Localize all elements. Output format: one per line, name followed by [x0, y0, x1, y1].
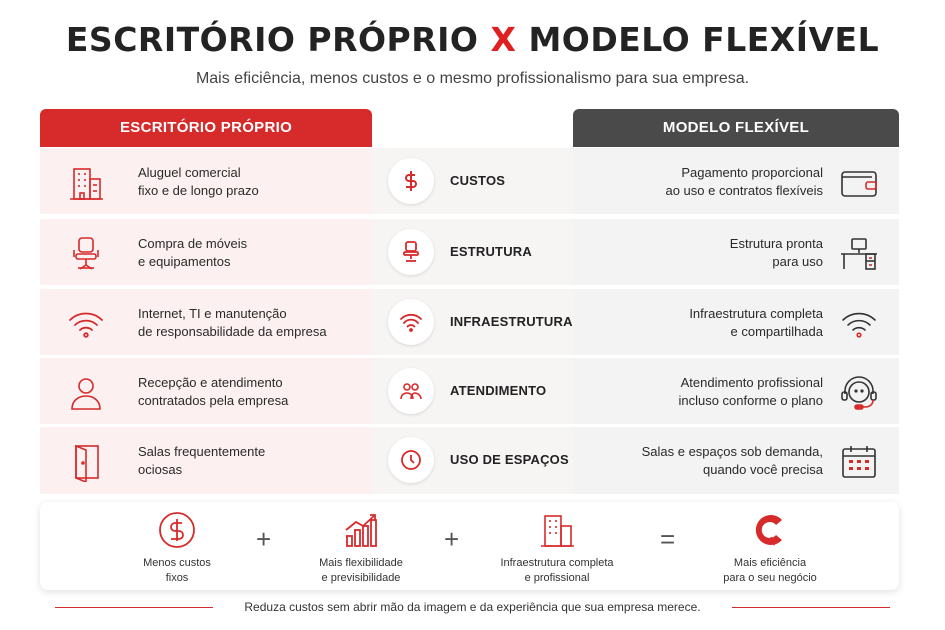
category-label: INFRAESTRUTURA [450, 314, 573, 329]
chair-icon [399, 240, 423, 264]
right-text: Estrutura pronta para uso [729, 236, 823, 269]
dollar-icon [399, 169, 423, 193]
category-icon-circle [388, 437, 434, 483]
people-icon [399, 379, 423, 403]
category-icon-circle [388, 299, 434, 345]
right-text: Infraestrutura completa e compartilhada [689, 306, 823, 339]
category-icon-circle [388, 158, 434, 204]
right-text: Salas e espaços sob demanda, quando você precisa [641, 444, 823, 477]
summary-label: Mais flexibilidade e previsibilidade [319, 557, 403, 584]
comparison-row [40, 289, 899, 356]
right-cell [573, 148, 899, 215]
row-divider [40, 355, 899, 356]
comparison-row [40, 427, 899, 494]
left-text: Internet, TI e manutenção de responsabilidade da empresa [138, 306, 327, 339]
wifi-icon [838, 303, 880, 345]
left-cell [40, 358, 372, 425]
growth-chart-icon [341, 510, 381, 550]
plus-operator: + [444, 524, 460, 554]
summary-item [482, 510, 632, 586]
wifi-icon [66, 304, 106, 344]
left-cell [40, 289, 372, 356]
left-cell [40, 427, 372, 494]
category-icon-circle [388, 229, 434, 275]
row-divider [40, 285, 899, 286]
left-text: Recepção e atendimento contratados pela empresa [138, 375, 289, 408]
category-icon-circle [388, 368, 434, 414]
comparison-row [40, 148, 899, 215]
summary-label: Infraestrutura completa e profissional [500, 557, 614, 584]
category-label: CUSTOS [450, 173, 506, 188]
title-versus: X [490, 20, 517, 59]
footer-tagline: Reduza custos sem abrir mão da imagem e da experiência que sua empresa merece. [244, 600, 701, 614]
wallet-icon [838, 162, 880, 204]
calendar-icon [838, 441, 880, 483]
summary-item [102, 510, 252, 586]
row-divider [40, 214, 899, 215]
right-text: Atendimento profissional incluso conforme o plano [678, 375, 823, 408]
person-icon [66, 373, 106, 413]
category-label: ATENDIMENTO [450, 383, 547, 398]
left-cell [40, 148, 372, 215]
summary-label: Mais eficiência para o seu negócio [723, 557, 817, 584]
category-label: USO DE ESPAÇOS [450, 452, 569, 467]
title-right: MODELO FLEXÍVEL [528, 20, 880, 59]
category-label: ESTRUTURA [450, 244, 532, 259]
left-cell [40, 219, 372, 286]
right-cell [573, 427, 899, 494]
wifi-icon [399, 310, 423, 334]
summary-item [286, 510, 436, 586]
summary-panel [40, 502, 899, 590]
building-icon [66, 163, 106, 203]
headset-icon [838, 372, 880, 414]
column-header-right: MODELO FLEXÍVEL [573, 109, 899, 147]
title-left: ESCRITÓRIO PRÓPRIO [65, 20, 479, 59]
column-header-left: ESCRITÓRIO PRÓPRIO [40, 109, 372, 147]
row-divider [40, 424, 899, 425]
building-icon [537, 510, 577, 550]
left-text: Salas frequentemente ociosas [138, 444, 266, 477]
plus-operator: + [256, 524, 272, 554]
comparison-row [40, 358, 899, 425]
summary-item [695, 510, 845, 586]
right-cell [573, 358, 899, 425]
office-chair-icon [66, 234, 106, 274]
door-icon [66, 442, 106, 482]
right-text: Pagamento proporcional ao uso e contratos flexíveis [665, 165, 823, 198]
equals-operator: = [660, 524, 676, 554]
right-cell [573, 219, 899, 286]
left-text: Compra de móveis e equipamentos [138, 236, 248, 269]
clock-icon [399, 448, 423, 472]
page-subtitle: Mais eficiência, menos custos e o mesmo profissionalismo para sua empresa. [195, 70, 750, 87]
brand-logo-icon [750, 510, 790, 550]
comparison-row [40, 219, 899, 286]
summary-label: Menos custos fixos [143, 557, 211, 584]
right-cell [573, 289, 899, 356]
page-title [0, 20, 945, 59]
dollar-circle-icon [157, 510, 197, 550]
desk-computer-icon [838, 233, 880, 275]
left-text: Aluguel comercial fixo e de longo prazo [138, 165, 259, 198]
